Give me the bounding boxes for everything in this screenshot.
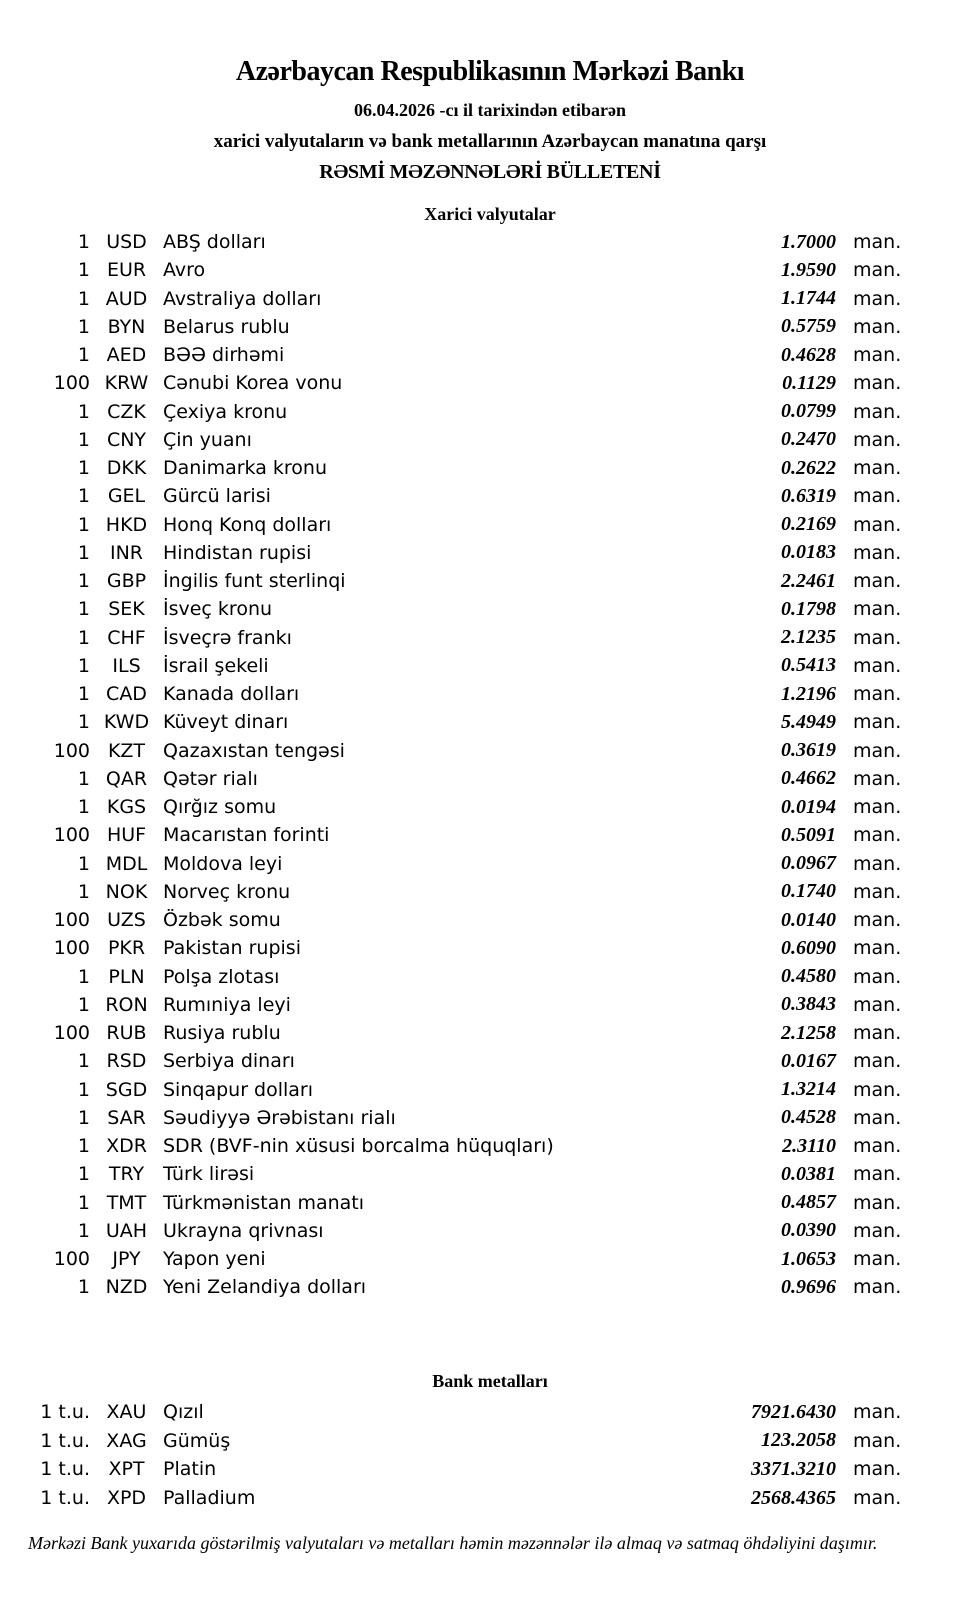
currency-name: Qırğız somu	[163, 796, 277, 819]
currency-rate: 0.4857	[781, 1191, 836, 1214]
currency-code: USD	[106, 231, 147, 254]
page-title: Azərbaycan Respublikasının Mərkəzi Bankı	[235, 56, 745, 87]
currency-quantity: 1	[77, 626, 90, 649]
currency-row	[0, 595, 908, 623]
currency-unit-label: man.	[853, 1163, 902, 1186]
currency-row	[0, 793, 908, 821]
currency-row	[0, 680, 908, 708]
metal-unit-label: man.	[853, 1458, 902, 1481]
currency-name: Pakistan rupisi	[163, 937, 301, 960]
currency-row	[0, 821, 908, 849]
currency-unit-label: man.	[853, 1191, 902, 1214]
currency-row	[0, 708, 908, 736]
currency-name: Danimarka kronu	[163, 457, 328, 480]
currency-name: ABŞ dolları	[163, 231, 266, 254]
currency-quantity: 1	[77, 880, 90, 903]
currency-rates-table	[0, 228, 908, 1302]
currency-name: Türkmənistan manatı	[163, 1191, 365, 1214]
currency-row	[0, 850, 908, 878]
currency-unit-label: man.	[853, 372, 902, 395]
currency-rate: 0.1740	[781, 880, 836, 903]
currency-rate: 0.4528	[781, 1106, 836, 1129]
currency-rate: 0.1129	[782, 371, 836, 394]
currency-quantity: 100	[53, 1022, 90, 1045]
currency-code: HKD	[105, 513, 148, 536]
currency-unit-label: man.	[853, 993, 902, 1016]
currency-code: PLN	[108, 965, 145, 988]
currency-code: JPY	[112, 1248, 141, 1271]
currency-name: İngilis funt sterlinqi	[163, 570, 346, 593]
currency-rate: 1.9590	[781, 258, 836, 281]
currency-row	[0, 1019, 908, 1047]
currency-name: BƏƏ dirhəmi	[163, 344, 285, 367]
currency-quantity: 100	[53, 1248, 90, 1271]
currency-name: Polşa zlotası	[163, 965, 280, 988]
metal-rate: 3371.3210	[751, 1457, 836, 1480]
currency-quantity: 1	[77, 767, 90, 790]
currency-row	[0, 1245, 908, 1273]
currency-rate: 0.0140	[781, 908, 836, 931]
metal-code: XAG	[106, 1429, 147, 1452]
currency-quantity: 1	[77, 598, 90, 621]
currency-unit-label: man.	[853, 513, 902, 536]
currency-name: Moldova leyi	[163, 852, 283, 875]
metal-quantity: 1 t.u.	[40, 1401, 90, 1424]
currency-unit-label: man.	[853, 428, 902, 451]
currency-row	[0, 1076, 908, 1104]
currency-code: SAR	[107, 1106, 146, 1129]
currency-unit-label: man.	[853, 287, 902, 310]
currency-unit-label: man.	[853, 796, 902, 819]
currency-code: TMT	[106, 1191, 147, 1214]
currency-name: Macarıstan forinti	[163, 824, 330, 847]
currency-quantity: 1	[77, 344, 90, 367]
currency-row	[0, 878, 908, 906]
currency-name: İsveç kronu	[163, 598, 273, 621]
currency-code: AED	[106, 344, 147, 367]
currency-row	[0, 765, 908, 793]
currency-code: UZS	[107, 909, 146, 932]
currency-unit-label: man.	[853, 315, 902, 338]
currency-row	[0, 256, 908, 284]
currency-rate: 1.1744	[781, 287, 836, 310]
currency-rate: 2.2461	[781, 569, 836, 592]
metal-quantity: 1 t.u.	[40, 1487, 90, 1510]
currency-rate: 0.5413	[781, 654, 836, 677]
currency-quantity: 1	[77, 1219, 90, 1242]
metal-code: XPT	[108, 1458, 145, 1481]
currency-rate: 0.0194	[781, 795, 836, 818]
currency-row	[0, 1217, 908, 1245]
currency-rate: 0.2169	[781, 513, 836, 536]
currency-quantity: 100	[53, 372, 90, 395]
currency-rate: 0.2470	[781, 428, 836, 451]
metal-name: Gümüş	[163, 1429, 231, 1452]
currency-name: Gürcü larisi	[163, 485, 271, 508]
metal-unit-label: man.	[853, 1487, 902, 1510]
currency-rate: 0.6090	[781, 936, 836, 959]
currency-name: Qazaxıstan tengəsi	[163, 739, 345, 762]
currency-unit-label: man.	[853, 231, 902, 254]
currency-unit-label: man.	[853, 457, 902, 480]
currency-rate: 0.6319	[781, 484, 836, 507]
currency-name: Yeni Zelandiya dolları	[163, 1276, 367, 1299]
currency-quantity: 1	[77, 1135, 90, 1158]
metal-rate: 2568.4365	[751, 1486, 836, 1509]
currency-unit-label: man.	[853, 626, 902, 649]
currency-rate: 0.0183	[781, 541, 836, 564]
currency-quantity: 1	[77, 1191, 90, 1214]
currency-code: EUR	[106, 259, 147, 282]
currency-rate: 0.0167	[781, 1049, 836, 1072]
currency-rate: 5.4949	[781, 710, 836, 733]
currency-code: BYN	[107, 315, 146, 338]
currency-row	[0, 511, 908, 539]
currency-rate: 0.3843	[781, 993, 836, 1016]
currency-row	[0, 482, 908, 510]
currency-unit-label: man.	[853, 485, 902, 508]
currency-unit-label: man.	[853, 824, 902, 847]
currency-name: İsrail şekeli	[163, 654, 269, 677]
currency-row	[0, 991, 908, 1019]
currency-name: İsveçrə frankı	[163, 626, 292, 649]
currency-code: KWD	[103, 711, 150, 734]
currency-unit-label: man.	[853, 570, 902, 593]
metal-name: Palladium	[163, 1487, 256, 1510]
currency-quantity: 1	[77, 315, 90, 338]
currency-row	[0, 567, 908, 595]
currency-quantity: 1	[77, 1050, 90, 1073]
currency-unit-label: man.	[853, 852, 902, 875]
currency-quantity: 1	[77, 541, 90, 564]
currency-unit-label: man.	[853, 344, 902, 367]
section-title-currencies: Xarici valyutalar	[424, 204, 556, 224]
currency-unit-label: man.	[853, 400, 902, 423]
currency-rate: 0.4580	[781, 965, 836, 988]
currency-code: KZT	[107, 739, 146, 762]
metal-rates-table	[0, 1398, 908, 1512]
currency-unit-label: man.	[853, 1248, 902, 1271]
currency-rate: 0.0967	[781, 852, 836, 875]
currency-row	[0, 1104, 908, 1132]
metal-row	[0, 1427, 908, 1456]
metal-rate: 7921.6430	[751, 1400, 836, 1423]
currency-row	[0, 963, 908, 991]
currency-name: Sinqapur dolları	[163, 1078, 314, 1101]
currency-rate: 0.0799	[781, 400, 836, 423]
currency-rate: 2.3110	[782, 1134, 836, 1157]
currency-quantity: 1	[77, 1078, 90, 1101]
currency-quantity: 100	[53, 909, 90, 932]
currency-unit-label: man.	[853, 1219, 902, 1242]
metal-name: Qızıl	[163, 1401, 204, 1424]
currency-rate: 0.5759	[781, 315, 836, 338]
currency-name: Hindistan rupisi	[163, 541, 312, 564]
footer-disclaimer: Mərkəzi Bank yuxarıda göstərilmiş valyutaları və metalları həmin məzənnələr ilə almaq və satmaq öhdəliyini daşımır.	[28, 1533, 878, 1553]
currency-row	[0, 1189, 908, 1217]
currency-code: HUF	[106, 824, 147, 847]
currency-name: Səudiyyə Ərəbistanı rialı	[163, 1106, 396, 1129]
currency-quantity: 1	[77, 852, 90, 875]
currency-quantity: 1	[77, 287, 90, 310]
currency-name: Özbək somu	[163, 909, 281, 932]
currency-quantity: 1	[77, 1106, 90, 1129]
currency-unit-label: man.	[853, 711, 902, 734]
currency-unit-label: man.	[853, 1106, 902, 1129]
currency-unit-label: man.	[853, 598, 902, 621]
currency-code: TRY	[108, 1163, 145, 1186]
currency-quantity: 100	[53, 937, 90, 960]
currency-code: PKR	[107, 937, 146, 960]
currency-code: AUD	[105, 287, 148, 310]
currency-quantity: 1	[77, 457, 90, 480]
metal-unit-label: man.	[853, 1401, 902, 1424]
currency-quantity: 100	[53, 824, 90, 847]
currency-quantity: 1	[77, 683, 90, 706]
metal-unit-label: man.	[853, 1429, 902, 1452]
currency-row	[0, 906, 908, 934]
metal-rate: 123.2058	[761, 1429, 836, 1452]
currency-code: KGS	[106, 796, 147, 819]
currency-row	[0, 341, 908, 369]
currency-code: RUB	[106, 1022, 147, 1045]
currency-code: DKK	[106, 457, 147, 480]
currency-name: Çexiya kronu	[163, 400, 288, 423]
currency-code: UAH	[105, 1219, 148, 1242]
currency-rate: 1.7000	[781, 230, 836, 253]
currency-row	[0, 624, 908, 652]
currency-rate: 0.0390	[781, 1219, 836, 1242]
currency-unit-label: man.	[853, 259, 902, 282]
currency-quantity: 1	[77, 400, 90, 423]
currency-row	[0, 228, 908, 256]
currency-row	[0, 398, 908, 426]
currency-quantity: 1	[77, 428, 90, 451]
currency-unit-label: man.	[853, 1135, 902, 1158]
currency-name: Belarus rublu	[163, 315, 290, 338]
currency-quantity: 1	[77, 231, 90, 254]
metal-row	[0, 1484, 908, 1513]
currency-rate: 0.4662	[781, 767, 836, 790]
currency-row	[0, 313, 908, 341]
currency-unit-label: man.	[853, 1022, 902, 1045]
currency-row	[0, 1273, 908, 1301]
metal-name: Platin	[163, 1458, 217, 1481]
currency-unit-label: man.	[853, 880, 902, 903]
currency-unit-label: man.	[853, 1276, 902, 1299]
currency-code: SEK	[108, 598, 145, 621]
currency-name: Rusiya rublu	[163, 1022, 281, 1045]
currency-row	[0, 369, 908, 397]
currency-rate: 2.1258	[781, 1021, 836, 1044]
currency-rate: 0.1798	[781, 597, 836, 620]
currency-quantity: 1	[77, 711, 90, 734]
currency-unit-label: man.	[853, 767, 902, 790]
currency-quantity: 1	[77, 654, 90, 677]
currency-name: Küveyt dinarı	[163, 711, 289, 734]
metal-quantity: 1 t.u.	[40, 1458, 90, 1481]
currency-row	[0, 737, 908, 765]
currency-code: CHF	[107, 626, 146, 649]
currency-code: ILS	[112, 654, 141, 677]
currency-row	[0, 426, 908, 454]
metal-row	[0, 1398, 908, 1427]
currency-code: CZK	[107, 400, 146, 423]
currency-name: SDR (BVF-nin xüsusi borcalma hüquqları)	[163, 1135, 554, 1158]
currency-unit-label: man.	[853, 965, 902, 988]
metal-code: XAU	[106, 1401, 147, 1424]
currency-name: Honq Konq dolları	[163, 513, 332, 536]
currency-quantity: 1	[77, 965, 90, 988]
section-title-metals: Bank metalları	[432, 1371, 548, 1391]
currency-code: RON	[105, 993, 148, 1016]
currency-code: SGD	[105, 1078, 148, 1101]
currency-name: Avstraliya dolları	[163, 287, 322, 310]
currency-name: Serbiya dinarı	[163, 1050, 295, 1073]
currency-name: Avro	[163, 259, 206, 282]
currency-name: Ukrayna qrivnası	[163, 1219, 324, 1242]
currency-name: Rumıniya leyi	[163, 993, 291, 1016]
currency-quantity: 100	[53, 739, 90, 762]
currency-name: Kanada dolları	[163, 683, 300, 706]
currency-row	[0, 652, 908, 680]
currency-code: NOK	[105, 880, 148, 903]
metal-code: XPD	[106, 1487, 147, 1510]
currency-name: Cənubi Korea vonu	[163, 372, 343, 395]
effective-date-line: 06.04.2026 -cı il tarixindən etibarən	[354, 100, 626, 120]
currency-code: MDL	[105, 852, 148, 875]
currency-unit-label: man.	[853, 683, 902, 706]
currency-name: Yapon yeni	[163, 1248, 266, 1271]
currency-code: INR	[109, 541, 144, 564]
currency-row	[0, 1047, 908, 1075]
currency-code: RSD	[106, 1050, 147, 1073]
currency-code: XDR	[106, 1135, 147, 1158]
subject-line: xarici valyutaların və bank metallarının Azərbaycan manatına qarşı	[213, 131, 767, 152]
currency-code: KRW	[104, 372, 149, 395]
currency-code: NZD	[105, 1276, 148, 1299]
currency-code: CAD	[106, 683, 147, 706]
currency-quantity: 1	[77, 796, 90, 819]
currency-unit-label: man.	[853, 937, 902, 960]
currency-row	[0, 1132, 908, 1160]
currency-rate: 0.2622	[781, 456, 836, 479]
currency-rate: 1.3214	[781, 1078, 836, 1101]
currency-rate: 0.3619	[781, 739, 836, 762]
currency-name: Çin yuanı	[163, 428, 252, 451]
currency-quantity: 1	[77, 513, 90, 536]
currency-row	[0, 539, 908, 567]
currency-unit-label: man.	[853, 541, 902, 564]
currency-unit-label: man.	[853, 654, 902, 677]
currency-row	[0, 454, 908, 482]
currency-name: Türk lirəsi	[163, 1163, 255, 1186]
metal-quantity: 1 t.u.	[40, 1429, 90, 1452]
currency-row	[0, 285, 908, 313]
currency-unit-label: man.	[853, 739, 902, 762]
currency-rate: 0.0381	[781, 1162, 836, 1185]
currency-quantity: 1	[77, 485, 90, 508]
currency-row	[0, 934, 908, 962]
currency-code: GBP	[106, 570, 147, 593]
currency-rate: 0.4628	[781, 343, 836, 366]
currency-quantity: 1	[77, 1276, 90, 1299]
currency-unit-label: man.	[853, 1050, 902, 1073]
currency-quantity: 1	[77, 259, 90, 282]
currency-rate: 1.2196	[781, 682, 836, 705]
currency-quantity: 1	[77, 570, 90, 593]
currency-name: Norveç kronu	[163, 880, 291, 903]
currency-name: Qətər rialı	[163, 767, 258, 790]
currency-unit-label: man.	[853, 1078, 902, 1101]
currency-rate: 0.5091	[781, 823, 836, 846]
currency-rate: 1.0653	[781, 1247, 836, 1270]
currency-code: GEL	[107, 485, 146, 508]
currency-code: QAR	[105, 767, 148, 790]
currency-row	[0, 1160, 908, 1188]
currency-rate: 2.1235	[781, 626, 836, 649]
currency-quantity: 1	[77, 1163, 90, 1186]
currency-unit-label: man.	[853, 909, 902, 932]
metal-row	[0, 1455, 908, 1484]
currency-code: CNY	[106, 428, 147, 451]
bulletin-title: RƏSMİ MƏZƏNNƏLƏRİ BÜLLETENİ	[319, 161, 661, 183]
currency-quantity: 1	[77, 993, 90, 1016]
currency-rate: 0.9696	[781, 1275, 836, 1298]
